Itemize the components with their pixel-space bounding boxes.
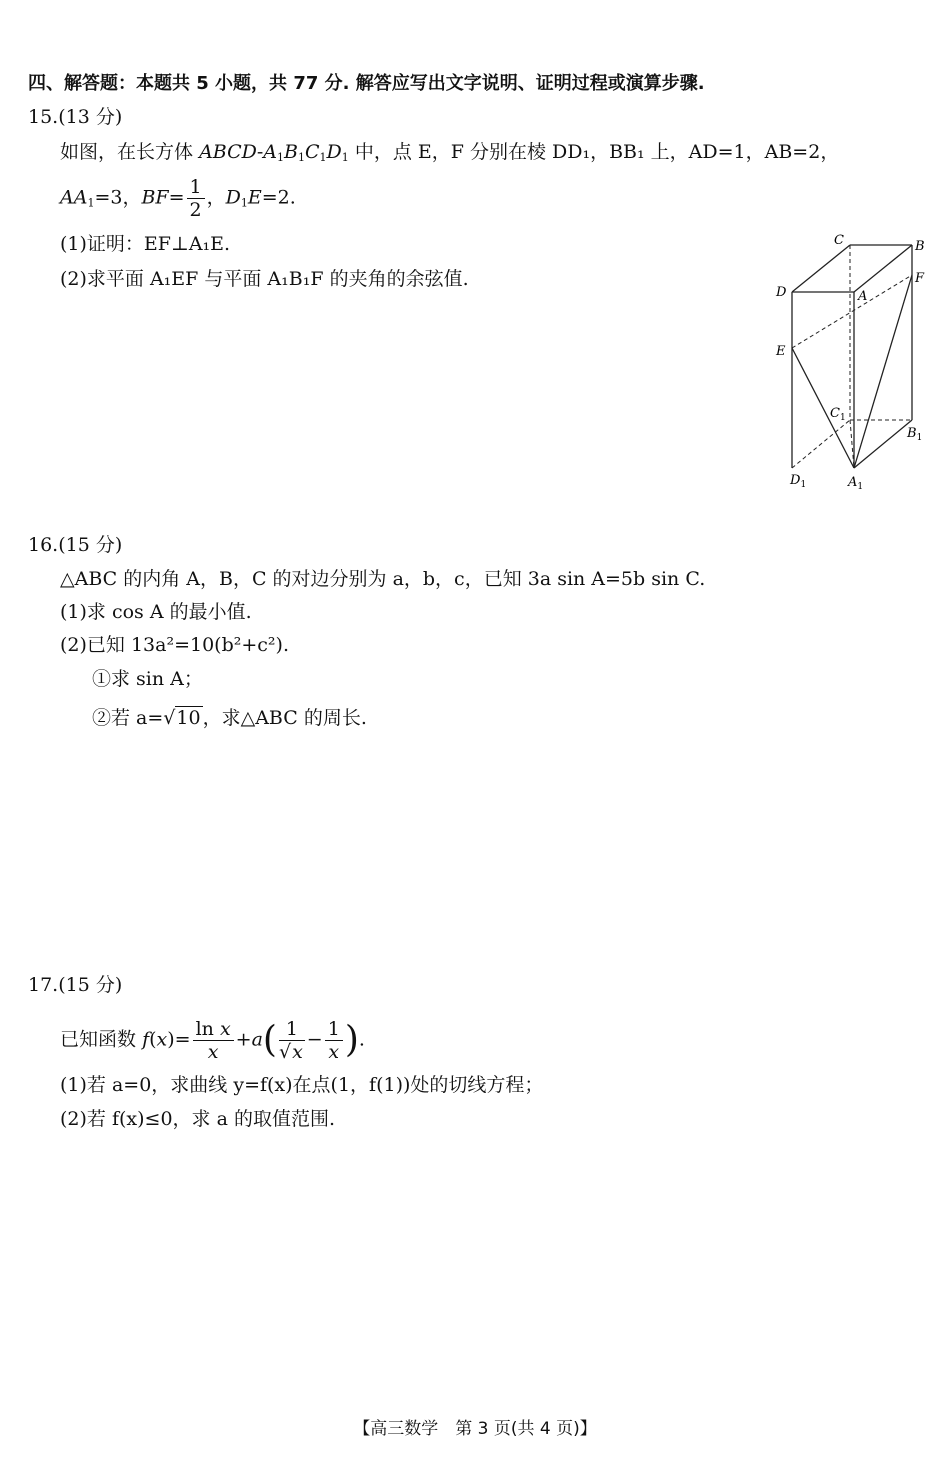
q17-number: 17. (28, 974, 59, 996)
label-C: C (834, 233, 844, 248)
q16-part2: (2)已知 13a²=10(b²+c²). (60, 634, 289, 656)
label-B1: $B_1$ (907, 426, 923, 443)
label-D1: $D_1$ (790, 473, 807, 490)
q17-stem: 已知函数 f(x)= $\frac{\text{ln x}}{x}$ +a( $\frac{1}{√x}$ − $\frac{1}{x}$ ). (60, 1018, 365, 1063)
q15-part2: (2)求平面 A₁EF 与平面 A₁B₁F 的夹角的余弦值. (60, 268, 469, 290)
fraction-one-over-sqrtx: $\frac{1}{√x}$ (278, 1018, 303, 1063)
label-E: E (776, 344, 786, 359)
q15-stem-line1: 如图，在长方体 ABCD-$A_1B_1C_1D_1$ 中，点 E，F 分别在棱 DD₁，BB₁ 上，AD=1，AB=2， (60, 141, 840, 164)
fraction-one-over-x: $\frac{1}{x}$ (325, 1018, 343, 1063)
label-A1: $A_1$ (848, 475, 864, 492)
label-A: A (858, 289, 868, 304)
q15-score: (13 分) (58, 106, 123, 128)
q15-number: 15. (28, 106, 59, 128)
q17-header (28, 971, 122, 999)
fraction-lnx-over-x: $\frac{\text{ln x}}{x}$ (193, 1018, 234, 1063)
q15-stem-line2: $AA_1=3$，BF= $\frac{1}{2}$ ，$D_1E=2$. (60, 176, 296, 221)
q17-score: (15 分) (58, 974, 123, 996)
q16-number: 16. (28, 534, 59, 556)
label-C1: $C_1$ (830, 406, 846, 423)
q15-stem-prefix: 如图，在长方体 (60, 141, 194, 163)
q17-part1: (1)若 a=0，求曲线 y=f(x)在点(1，f(1))处的切线方程； (60, 1074, 544, 1096)
page-footer: 【高三数学 第 3 页(共 4 页)】 (353, 1419, 597, 1439)
q17-stem-prefix: 已知函数 (60, 1028, 137, 1051)
label-F: F (915, 271, 925, 286)
label-B: B (915, 239, 925, 254)
q17-part2: (2)若 f(x)≤0，求 a 的取值范围. (60, 1108, 335, 1130)
cuboid-figure (772, 230, 932, 500)
q16-stem: △ABC 的内角 A，B，C 的对边分别为 a，b，c，已知 3a sin A=5b sin C. (60, 568, 706, 590)
q16-sqrt-radicand: 10 (176, 707, 201, 729)
q16-header (28, 531, 122, 559)
section-heading: 四、解答题：本题共 5 小题，共 77 分. 解答应写出文字说明、证明过程或演算步骤. (28, 73, 705, 94)
q16-score: (15 分) (58, 534, 123, 556)
label-D: D (776, 285, 787, 300)
q16-sub2: ②若 a=√10 ，求△ABC 的周长. (92, 707, 367, 729)
q15-part1: (1)证明：EF⊥A₁E. (60, 233, 231, 255)
fraction-one-half: $\frac{1}{2}$ (187, 176, 205, 221)
q15-header (28, 103, 122, 131)
q15-stem-suffix: 中，点 E，F 分别在棱 DD₁，BB₁ 上，AD=1，AB=2， (354, 141, 840, 163)
q16-part1: (1)求 cos A 的最小值. (60, 601, 252, 623)
q16-sub2-suffix: ，求△ABC 的周长. (202, 707, 367, 729)
q16-sub2-prefix: ②若 a= (92, 707, 164, 729)
q16-sub1: ①求 sin A； (92, 668, 203, 690)
